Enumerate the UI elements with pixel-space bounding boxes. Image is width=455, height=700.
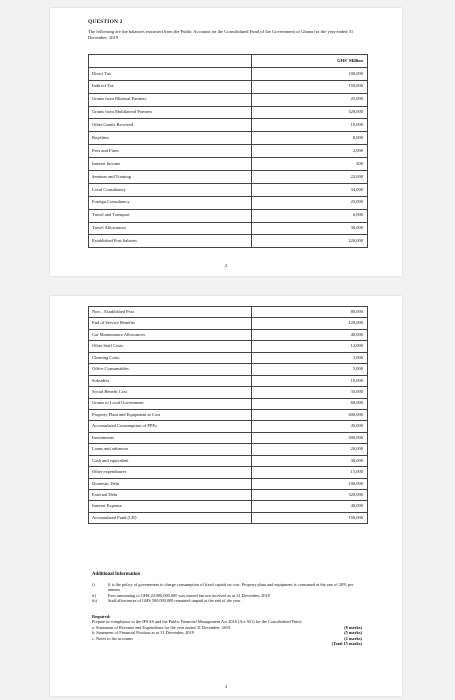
line-item-name: Accumulated Fund (CR) <box>89 512 252 523</box>
part-marks: (5 marks) <box>344 630 362 636</box>
line-item-name: Social Benefit Cost <box>89 387 252 398</box>
table-row <box>89 119 368 132</box>
line-item-amount: 36,000 <box>252 222 368 235</box>
part-marks: (2 marks) <box>344 635 362 641</box>
table-row <box>89 209 368 222</box>
line-item-amount: 400,000 <box>252 409 368 420</box>
line-item-name: Royalties <box>89 132 252 145</box>
line-item-name: Other Staff Costs <box>89 341 252 352</box>
line-item-name: Other Grants Received <box>89 119 252 132</box>
table-row <box>89 67 368 80</box>
total-marks: (Total 15 marks) <box>331 641 362 647</box>
line-item-amount: 6,000 <box>252 209 368 222</box>
table-row <box>89 80 368 93</box>
currency-header: GHS' Million <box>252 55 368 68</box>
line-item-amount: 156,000 <box>252 512 368 523</box>
table-row <box>89 132 368 145</box>
line-item-amount: 300,000 <box>252 432 368 443</box>
note-text: Staff allowances of GHS 500,000,000 remained unpaid at the end of the year <box>108 598 241 604</box>
required-instruction: Prepare in compliance to the IPSAS and the Public Financial Management Act 2016 (Act 921) for the Consolidated Fund: <box>92 619 302 625</box>
note-item <box>92 582 362 593</box>
line-item-name: Grants to Local Government <box>89 398 252 409</box>
line-item-amount: 220,000 <box>252 235 368 248</box>
balances-table-continued <box>88 306 368 524</box>
line-item-name: Fees and Fines <box>89 145 252 158</box>
item-header-cell <box>89 55 252 68</box>
note-item <box>92 598 362 603</box>
note-number: iii) <box>92 598 98 604</box>
line-item-name: Grants from Multilateral Partners <box>89 106 252 119</box>
line-item-amount: 12,000 <box>252 341 368 352</box>
line-item-amount: 150,000 <box>252 80 368 93</box>
line-item-name: Grants from Bilateral Partners <box>89 93 252 106</box>
table-row <box>89 93 368 106</box>
line-item-amount: 25,000 <box>252 196 368 209</box>
line-item-amount: 40,000 <box>252 329 368 340</box>
line-item-name: Interest Expense <box>89 501 252 512</box>
line-item-amount: 45,000 <box>252 421 368 432</box>
line-item-amount: 100,000 <box>252 478 368 489</box>
page-two <box>50 296 402 696</box>
line-item-amount: 25,000 <box>252 93 368 106</box>
table-row <box>89 329 368 340</box>
table-row <box>89 183 368 196</box>
line-item-amount: 8,000 <box>252 132 368 145</box>
balances-table <box>88 54 368 248</box>
table-row <box>89 444 368 455</box>
table-row <box>89 158 368 171</box>
table-row <box>89 171 368 184</box>
line-item-name: Accumulated Consumption of PPEs <box>89 421 252 432</box>
question-intro: The following are the balances extracted from the Public Accounts on the Consolidated Fund of the Government of Ghana for the year ended 31 December, 2019 <box>88 29 354 40</box>
line-item-amount: 320,000 <box>252 490 368 501</box>
table-row <box>89 222 368 235</box>
line-item-name: Travel and Transport <box>89 209 252 222</box>
line-item-name: Direct Tax <box>89 67 252 80</box>
additional-info-title: Additional Information <box>92 572 141 577</box>
table-row <box>89 352 368 363</box>
line-item-amount: 15,000 <box>252 467 368 478</box>
line-item-amount: 3,000 <box>252 352 368 363</box>
line-item-amount: 10,000 <box>252 375 368 386</box>
line-item-name: Property Plant and Equipment at Cost <box>89 409 252 420</box>
line-item-amount: 22,000 <box>252 171 368 184</box>
part-label: c. Notes to the accounts <box>92 635 133 641</box>
table-row <box>89 421 368 432</box>
question-title: QUESTION 2 <box>88 19 123 25</box>
line-item-name: Seminar and Training <box>89 171 252 184</box>
table-row <box>89 341 368 352</box>
table-row <box>89 512 368 523</box>
line-item-name: Local Consultancy <box>89 183 252 196</box>
line-item-amount: 10,000 <box>252 119 368 132</box>
table-row <box>89 364 368 375</box>
page-one <box>50 8 402 276</box>
note-text: Fees amounting to GHS 20,000,000,000 was earned but not received as at 31 December, 2019 <box>108 592 270 598</box>
line-item-name: External Debt <box>89 490 252 501</box>
line-item-name: Domestic Debt <box>89 478 252 489</box>
line-item-amount: 80,000 <box>252 307 368 318</box>
table-row <box>89 398 368 409</box>
table-row <box>89 106 368 119</box>
table-row <box>89 235 368 248</box>
line-item-name: Foreign Consultancy <box>89 196 252 209</box>
line-item-name: End of Service Benefits <box>89 318 252 329</box>
part-marks: (8 marks) <box>344 624 362 630</box>
table-row <box>89 318 368 329</box>
line-item-name: Loans and advances <box>89 444 252 455</box>
line-item-amount: 100,000 <box>252 67 368 80</box>
table-row <box>89 409 368 420</box>
line-item-amount: 5,000 <box>252 364 368 375</box>
table-row <box>89 455 368 466</box>
part-label: b. Statement of Financial Position as at 31 December, 2019 <box>92 630 194 636</box>
table-row <box>89 432 368 443</box>
line-item-amount: 2,000 <box>252 145 368 158</box>
line-item-amount: 120,000 <box>252 318 368 329</box>
table-row <box>89 145 368 158</box>
table-row <box>89 375 368 386</box>
page-number: 2 <box>224 263 228 268</box>
line-item-name: Cleaning Costs <box>89 352 252 363</box>
table-row <box>89 467 368 478</box>
line-item-amount: 60,000 <box>252 398 368 409</box>
additional-info-notes <box>92 582 362 604</box>
line-item-amount: 34,000 <box>252 183 368 196</box>
line-item-name: Other expenditures <box>89 467 252 478</box>
line-item-name: Office Consumables <box>89 364 252 375</box>
line-item-amount: 40,000 <box>252 501 368 512</box>
note-text: It is the policy of government to charge consumption of fixed capital on cost. Property plant and equipment is consumed at the rate of 20% per annum <box>108 582 354 593</box>
line-item-amount: 35,000 <box>252 387 368 398</box>
table-row <box>89 478 368 489</box>
line-item-name: Subsidies <box>89 375 252 386</box>
line-item-amount: 36,000 <box>252 455 368 466</box>
line-item-amount: 20,000 <box>252 444 368 455</box>
line-item-name: Established Post Salaries <box>89 235 252 248</box>
line-item-name: Travel Allowances <box>89 222 252 235</box>
table-row <box>89 387 368 398</box>
line-item-name: Investments <box>89 432 252 443</box>
line-item-amount: 400 <box>252 158 368 171</box>
part-label: a. Statement of Revenue and Expenditure for the year ended 31 December, 2019 <box>92 624 231 630</box>
note-number: i) <box>92 582 95 587</box>
line-item-name: Non – Established Post <box>89 307 252 318</box>
page-number: 3 <box>224 684 228 689</box>
line-item-name: Cash and equivalent <box>89 455 252 466</box>
line-item-name: Car Maintenance Allowances <box>89 329 252 340</box>
line-item-amount: 320,000 <box>252 106 368 119</box>
required-section <box>92 614 362 646</box>
required-title: Required: <box>92 614 111 619</box>
table-header-row <box>89 55 368 68</box>
note-number: ii) <box>92 592 96 598</box>
table-row <box>89 196 368 209</box>
table-row <box>89 307 368 318</box>
line-item-name: Indirect Tax <box>89 80 252 93</box>
line-item-name: Interest Income <box>89 158 252 171</box>
table-row <box>89 490 368 501</box>
table-row <box>89 501 368 512</box>
